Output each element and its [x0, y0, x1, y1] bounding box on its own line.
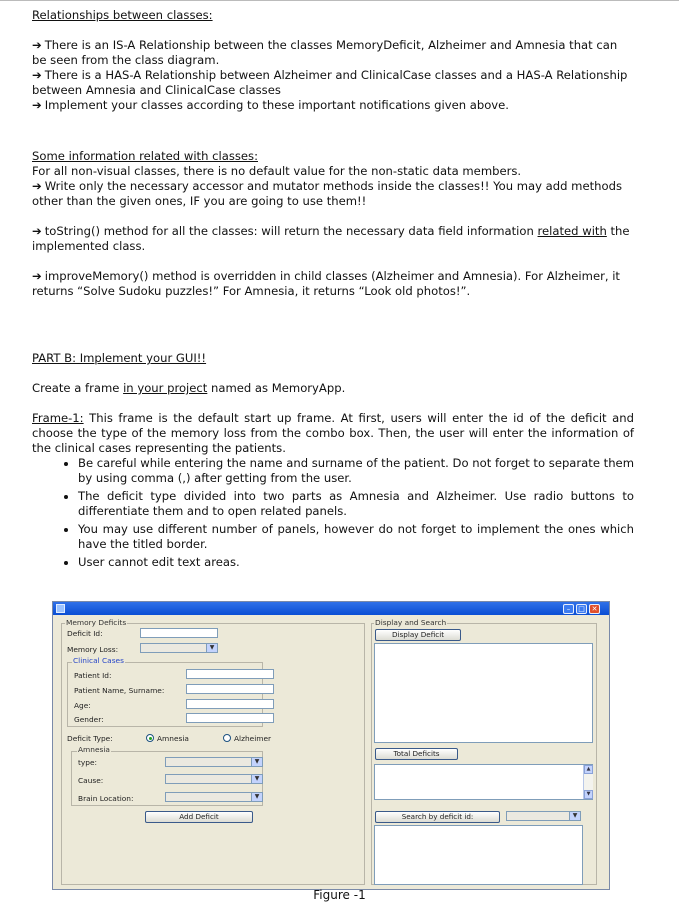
- type-combo[interactable]: [165, 757, 263, 767]
- paragraph-accessors: ➔ Write only the necessary accessor and mutator methods inside the classes!! You may add methods other than the given ones, IF you are going to use them!!: [32, 179, 622, 208]
- gender-input[interactable]: [186, 713, 274, 723]
- memory-deficits-title: Memory Deficits: [66, 618, 127, 627]
- search-id-combo[interactable]: [506, 811, 581, 821]
- scroll-up-icon[interactable]: ▲: [584, 765, 593, 774]
- memory-loss-combo[interactable]: [140, 643, 218, 653]
- deficit-id-label: Deficit Id:: [67, 629, 103, 638]
- scroll-down-icon[interactable]: ▼: [584, 790, 593, 799]
- brain-location-combo[interactable]: [165, 792, 263, 802]
- memory-loss-label: Memory Loss:: [67, 645, 119, 654]
- section-title-information: Some information related with classes:: [32, 149, 258, 163]
- window-titlebar: [53, 602, 609, 615]
- requirement-list: [32, 456, 634, 570]
- minimize-button[interactable]: –: [563, 604, 574, 614]
- gender-label: Gender:: [74, 715, 104, 724]
- top-rule: [0, 0, 679, 1]
- cause-combo[interactable]: [165, 774, 263, 784]
- section-title-relationships: Relationships between classes:: [32, 8, 213, 22]
- java-app-icon: [56, 604, 65, 613]
- chevron-down-icon: ▼: [569, 812, 580, 820]
- patient-id-label: Patient Id:: [74, 671, 112, 680]
- amnesia-radio-label: Amnesia: [157, 734, 189, 743]
- total-deficits-scrollbar[interactable]: [583, 765, 593, 799]
- display-deficit-button[interactable]: Display Deficit: [375, 629, 461, 641]
- paragraph-is-a: ➔ There is an IS-A Relationship between the classes MemoryDeficit, Alzheimer and Amnesia that can be seen from the class diagram.: [32, 38, 618, 67]
- brain-location-label: Brain Location:: [78, 794, 134, 803]
- deficit-type-label: Deficit Type:: [67, 734, 113, 743]
- list-item: • User cannot edit text areas.: [78, 555, 634, 570]
- display-textarea: [374, 643, 593, 743]
- patient-name-input[interactable]: [186, 684, 274, 694]
- paragraph-implement: ➔ Implement your classes according to these important notifications given above.: [32, 98, 509, 112]
- arrow-icon: ➔: [32, 224, 42, 238]
- list-item: • You may use different number of panels, however do not forget to implement the ones which have the titled border.: [78, 522, 634, 552]
- arrow-icon: ➔: [32, 38, 42, 52]
- document-body: [32, 8, 634, 573]
- alzheimer-radio-label: Alzheimer: [234, 734, 272, 743]
- paragraph-create-frame: Create a frame in your project named as MemoryApp.: [32, 381, 346, 395]
- maximize-button[interactable]: □: [576, 604, 587, 614]
- add-deficit-button[interactable]: Add Deficit: [145, 811, 253, 823]
- amnesia-radio[interactable]: [146, 734, 154, 742]
- cause-label: Cause:: [78, 776, 104, 785]
- display-search-title: Display and Search: [375, 618, 447, 627]
- patient-name-label: Patient Name, Surname:: [74, 686, 165, 695]
- chevron-down-icon: ▼: [251, 793, 262, 801]
- arrow-icon: ➔: [32, 68, 42, 82]
- search-result-textarea: [374, 825, 583, 885]
- paragraph-improve-memory: ➔ improveMemory() method is overridden in child classes (Alzheimer and Amnesia). For Alzheimer, it returns “Solve Sudoku puzzles!” For Amnesia, it returns “Look old photos!”.: [32, 269, 620, 298]
- patient-id-input[interactable]: [186, 669, 274, 679]
- paragraph-tostring: ➔ toString() method for all the classes: will return the necessary data field information related with the implemented class.: [32, 224, 630, 253]
- section-title-part-b: PART B: Implement your GUI!!: [32, 351, 207, 365]
- arrow-icon: ➔: [32, 98, 42, 112]
- deficit-id-input[interactable]: [140, 628, 218, 638]
- paragraph-non-visual: For all non-visual classes, there is no default value for the non-static data members.: [32, 164, 522, 178]
- clinical-cases-title: Clinical Cases: [73, 656, 124, 665]
- arrow-icon: ➔: [32, 269, 42, 283]
- chevron-down-icon: ▼: [206, 644, 217, 652]
- search-by-id-button[interactable]: Search by deficit id:: [375, 811, 500, 823]
- chevron-down-icon: ▼: [251, 775, 262, 783]
- list-item: • Be careful while entering the name and surname of the patient. Do not forget to separate them by using comma (,) after getting from the user.: [78, 456, 634, 486]
- age-input[interactable]: [186, 699, 274, 709]
- arrow-icon: ➔: [32, 179, 42, 193]
- age-label: Age:: [74, 701, 91, 710]
- paragraph-has-a: ➔ There is a HAS-A Relationship between Alzheimer and ClinicalCase classes and a HAS-A Relationship between Amnesia and ClinicalCase classes: [32, 68, 628, 97]
- total-deficits-button[interactable]: Total Deficits: [375, 748, 458, 760]
- amnesia-panel-title: Amnesia: [78, 745, 110, 754]
- list-item: • The deficit type divided into two parts as Amnesia and Alzheimer. Use radio buttons to differentiate them and to open related panels.: [78, 489, 634, 519]
- total-deficits-textarea: [374, 764, 593, 800]
- chevron-down-icon: ▼: [251, 758, 262, 766]
- close-button[interactable]: ✕: [589, 604, 600, 614]
- alzheimer-radio[interactable]: [223, 734, 231, 742]
- memoryapp-window-figure: [52, 601, 610, 890]
- figure-caption: Figure -1: [313, 888, 366, 902]
- paragraph-frame-1: Frame-1: This frame is the default start up frame. At first, users will enter the id of the deficit and choose the type of the memory loss from the combo box. Then, the user will enter the information of the clinical cases representing the patients.: [32, 411, 634, 455]
- type-label: type:: [78, 758, 97, 767]
